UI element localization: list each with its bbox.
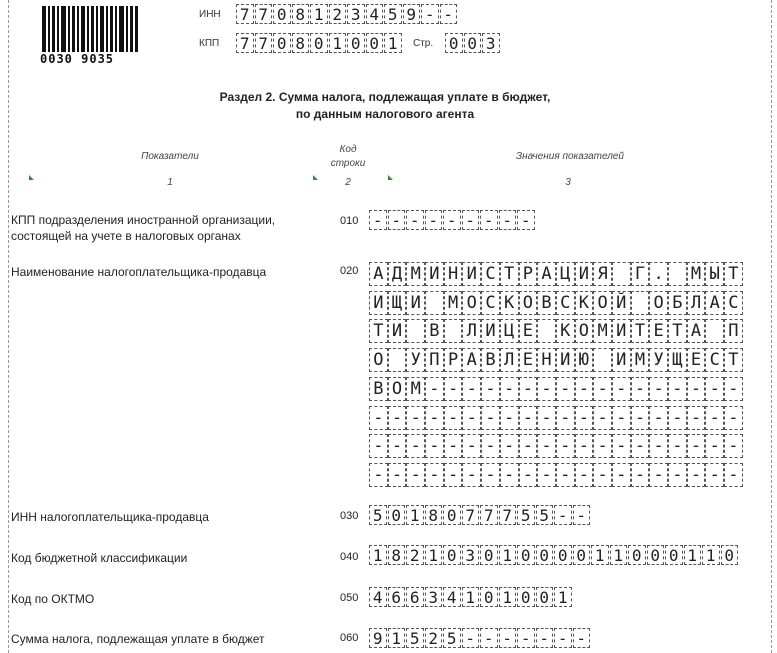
char-cell[interactable]: - bbox=[537, 434, 556, 458]
char-cell[interactable]: О bbox=[462, 291, 481, 315]
char-cell[interactable]: Т bbox=[631, 319, 650, 343]
row-030-value-cells bbox=[369, 505, 591, 525]
row-050-value-cells bbox=[369, 587, 573, 607]
char-cell[interactable]: - bbox=[668, 406, 687, 430]
row-040-code: 040 bbox=[340, 551, 359, 563]
char-cell[interactable]: - bbox=[575, 463, 594, 487]
header-num-2: 2 bbox=[345, 177, 351, 188]
char-cell[interactable]: Н bbox=[444, 262, 463, 286]
char-cell[interactable]: - bbox=[575, 406, 594, 430]
char-cell[interactable]: - bbox=[649, 434, 668, 458]
char-cell[interactable]: 3 bbox=[482, 33, 500, 53]
char-cell[interactable]: 5 bbox=[443, 628, 461, 648]
char-cell[interactable]: 0 bbox=[517, 545, 535, 565]
char-cell[interactable] bbox=[444, 319, 463, 343]
char-cell[interactable]: Р bbox=[519, 262, 538, 286]
char-cell[interactable]: И bbox=[481, 319, 500, 343]
row-020-line bbox=[369, 348, 743, 372]
char-cell[interactable]: Я bbox=[593, 262, 612, 286]
char-cell[interactable] bbox=[388, 348, 407, 372]
char-cell[interactable]: - bbox=[519, 463, 538, 487]
char-cell[interactable]: - bbox=[481, 434, 500, 458]
row-030-label: ИНН налогоплательщика-продавца bbox=[11, 510, 209, 524]
char-cell[interactable]: 1 bbox=[462, 587, 480, 607]
char-cell[interactable]: И bbox=[425, 262, 444, 286]
char-cell[interactable]: И bbox=[406, 291, 425, 315]
char-cell[interactable] bbox=[537, 319, 556, 343]
char-cell[interactable]: С bbox=[481, 262, 500, 286]
char-cell[interactable]: Г bbox=[631, 262, 650, 286]
char-cell[interactable]: - bbox=[575, 377, 594, 401]
char-cell[interactable]: - bbox=[705, 434, 724, 458]
char-cell[interactable]: М bbox=[631, 348, 650, 372]
char-cell[interactable]: 8 bbox=[425, 505, 443, 525]
section-title-line1: Раздел 2. Сумма налога, подлежащая уплате в бюджет, bbox=[219, 90, 551, 104]
char-cell[interactable]: - bbox=[705, 377, 724, 401]
char-cell[interactable]: Ц bbox=[556, 262, 575, 286]
char-cell[interactable]: 0 bbox=[273, 4, 291, 24]
char-cell[interactable]: - bbox=[537, 463, 556, 487]
char-cell[interactable]: С bbox=[705, 348, 724, 372]
char-cell[interactable]: 0 bbox=[310, 33, 328, 53]
char-cell[interactable]: - bbox=[687, 434, 706, 458]
char-cell[interactable]: - bbox=[444, 434, 463, 458]
char-cell[interactable] bbox=[406, 319, 425, 343]
field-marker-icon bbox=[388, 175, 393, 180]
char-cell[interactable]: 4 bbox=[366, 4, 384, 24]
char-cell[interactable]: И bbox=[369, 291, 388, 315]
char-cell[interactable]: - bbox=[480, 628, 498, 648]
char-cell[interactable]: И bbox=[462, 262, 481, 286]
char-cell[interactable]: 3 bbox=[425, 587, 443, 607]
header-indicators: Показатели bbox=[141, 151, 199, 162]
char-cell[interactable]: - bbox=[536, 628, 554, 648]
row-040-value-cells bbox=[369, 545, 739, 565]
row-050-label: Код по ОКТМО bbox=[11, 592, 95, 606]
char-cell[interactable]: В bbox=[369, 377, 388, 401]
char-cell[interactable] bbox=[668, 262, 687, 286]
char-cell[interactable]: - bbox=[724, 377, 743, 401]
char-cell[interactable]: О bbox=[649, 291, 668, 315]
char-cell[interactable]: - bbox=[499, 210, 517, 230]
inn-cells bbox=[236, 4, 458, 24]
char-cell[interactable]: . bbox=[649, 262, 668, 286]
char-cell[interactable]: - bbox=[462, 434, 481, 458]
char-cell[interactable]: - bbox=[406, 434, 425, 458]
char-cell[interactable]: - bbox=[499, 628, 517, 648]
char-cell[interactable]: 0 bbox=[443, 545, 461, 565]
char-cell[interactable]: Ы bbox=[705, 262, 724, 286]
char-cell[interactable]: - bbox=[425, 463, 444, 487]
char-cell[interactable]: - bbox=[705, 463, 724, 487]
char-cell[interactable]: И bbox=[612, 319, 631, 343]
kpp-cells bbox=[236, 33, 403, 53]
char-cell[interactable]: 4 bbox=[369, 587, 387, 607]
char-cell[interactable]: В bbox=[425, 319, 444, 343]
row-010-label-line2: состоящей на учете в налоговых органах bbox=[11, 229, 241, 243]
char-cell[interactable]: - bbox=[500, 463, 519, 487]
char-cell[interactable]: О bbox=[519, 291, 538, 315]
row-010-label bbox=[11, 212, 275, 244]
char-cell[interactable]: У bbox=[649, 348, 668, 372]
char-cell[interactable]: Т bbox=[724, 348, 743, 372]
char-cell[interactable]: - bbox=[573, 505, 591, 525]
char-cell[interactable]: 5 bbox=[536, 505, 554, 525]
inn-label: ИНН bbox=[199, 9, 221, 20]
char-cell[interactable]: 5 bbox=[369, 505, 387, 525]
char-cell[interactable]: И bbox=[388, 319, 407, 343]
char-cell[interactable]: - bbox=[631, 377, 650, 401]
row-010-code: 010 bbox=[340, 215, 359, 227]
char-cell[interactable]: - bbox=[500, 406, 519, 430]
char-cell[interactable]: 8 bbox=[388, 545, 406, 565]
char-cell[interactable]: - bbox=[406, 463, 425, 487]
char-cell[interactable]: 7 bbox=[462, 505, 480, 525]
char-cell[interactable]: И bbox=[575, 262, 594, 286]
char-cell[interactable]: С bbox=[556, 291, 575, 315]
char-cell[interactable]: 2 bbox=[329, 4, 347, 24]
char-cell[interactable]: - bbox=[593, 406, 612, 430]
char-cell[interactable]: С bbox=[481, 291, 500, 315]
char-cell[interactable]: 0 bbox=[554, 545, 572, 565]
char-cell[interactable]: - bbox=[425, 434, 444, 458]
char-cell[interactable]: Л bbox=[500, 348, 519, 372]
char-cell[interactable]: - bbox=[668, 377, 687, 401]
char-cell[interactable]: И bbox=[612, 348, 631, 372]
char-cell[interactable]: Щ bbox=[388, 291, 407, 315]
char-cell[interactable]: Т bbox=[668, 319, 687, 343]
char-cell[interactable]: - bbox=[519, 377, 538, 401]
char-cell[interactable]: П bbox=[724, 319, 743, 343]
char-cell[interactable]: - bbox=[687, 377, 706, 401]
row-020-code: 020 bbox=[340, 265, 359, 277]
char-cell[interactable]: 1 bbox=[702, 545, 720, 565]
char-cell[interactable]: Й bbox=[612, 291, 631, 315]
char-cell[interactable]: - bbox=[573, 628, 591, 648]
row-020-line bbox=[369, 406, 743, 430]
char-cell[interactable]: - bbox=[440, 4, 458, 24]
char-cell[interactable]: 1 bbox=[684, 545, 702, 565]
char-cell[interactable]: 7 bbox=[236, 4, 254, 24]
char-cell[interactable]: - bbox=[500, 434, 519, 458]
char-cell[interactable]: 1 bbox=[406, 505, 424, 525]
char-cell[interactable]: Т bbox=[500, 262, 519, 286]
char-cell[interactable]: 6 bbox=[388, 587, 406, 607]
row-020-line bbox=[369, 434, 743, 458]
char-cell[interactable]: И bbox=[556, 348, 575, 372]
char-cell[interactable]: 0 bbox=[464, 33, 482, 53]
char-cell[interactable]: 0 bbox=[273, 33, 291, 53]
char-cell[interactable]: 1 bbox=[329, 33, 347, 53]
char-cell[interactable]: - bbox=[612, 406, 631, 430]
char-cell[interactable]: - bbox=[462, 377, 481, 401]
row-030-code: 030 bbox=[340, 510, 359, 522]
char-cell[interactable]: М bbox=[593, 319, 612, 343]
char-cell[interactable]: - bbox=[462, 406, 481, 430]
char-cell[interactable]: 0 bbox=[517, 587, 535, 607]
char-cell[interactable]: - bbox=[575, 434, 594, 458]
char-cell[interactable]: - bbox=[631, 406, 650, 430]
char-cell[interactable]: - bbox=[444, 406, 463, 430]
row-020-line bbox=[369, 463, 743, 487]
char-cell[interactable]: - bbox=[406, 210, 424, 230]
char-cell[interactable]: 1 bbox=[310, 4, 328, 24]
char-cell[interactable]: 0 bbox=[366, 33, 384, 53]
char-cell[interactable]: - bbox=[556, 377, 575, 401]
char-cell[interactable]: О bbox=[369, 348, 388, 372]
char-cell[interactable]: 3 bbox=[462, 545, 480, 565]
char-cell[interactable]: - bbox=[649, 377, 668, 401]
char-cell[interactable]: О bbox=[388, 377, 407, 401]
char-cell[interactable]: Р bbox=[444, 348, 463, 372]
row-040-label: Код бюджетной классификации bbox=[11, 551, 188, 565]
char-cell[interactable]: 3 bbox=[347, 4, 365, 24]
char-cell[interactable]: К bbox=[500, 291, 519, 315]
char-cell[interactable]: 0 bbox=[573, 545, 591, 565]
char-cell[interactable]: - bbox=[462, 463, 481, 487]
row-060-code: 060 bbox=[340, 632, 359, 644]
header-values: Значения показателей bbox=[515, 151, 624, 162]
char-cell[interactable]: Е bbox=[519, 348, 538, 372]
row-050-code: 050 bbox=[340, 592, 359, 604]
page-label: Стр. bbox=[413, 38, 434, 49]
char-cell[interactable]: - bbox=[519, 434, 538, 458]
row-060-label: Сумма налога, подлежащая уплате в бюджет bbox=[11, 632, 265, 646]
char-cell[interactable]: - bbox=[369, 434, 388, 458]
char-cell[interactable]: Д bbox=[388, 262, 407, 286]
char-cell[interactable]: Е bbox=[687, 348, 706, 372]
char-cell[interactable]: 0 bbox=[628, 545, 646, 565]
char-cell[interactable]: Л bbox=[462, 319, 481, 343]
char-cell[interactable]: 0 bbox=[347, 33, 365, 53]
char-cell[interactable]: К bbox=[575, 291, 594, 315]
char-cell[interactable]: - bbox=[537, 377, 556, 401]
char-cell[interactable]: 7 bbox=[255, 4, 273, 24]
row-020-line bbox=[369, 377, 743, 401]
char-cell[interactable]: А bbox=[687, 319, 706, 343]
char-cell[interactable]: 0 bbox=[388, 505, 406, 525]
char-cell[interactable]: 8 bbox=[292, 4, 310, 24]
char-cell[interactable]: 2 bbox=[406, 545, 424, 565]
char-cell[interactable]: 1 bbox=[591, 545, 609, 565]
char-cell[interactable]: 0 bbox=[665, 545, 683, 565]
char-cell[interactable]: 9 bbox=[369, 628, 387, 648]
char-cell[interactable]: - bbox=[593, 377, 612, 401]
section-title-line2: по данным налогового агента bbox=[295, 107, 475, 121]
char-cell[interactable]: - bbox=[668, 463, 687, 487]
char-cell[interactable]: Е bbox=[519, 319, 538, 343]
char-cell[interactable]: - bbox=[481, 463, 500, 487]
char-cell[interactable]: 0 bbox=[721, 545, 739, 565]
char-cell[interactable]: - bbox=[593, 463, 612, 487]
char-cell[interactable]: 0 bbox=[647, 545, 665, 565]
char-cell[interactable]: 7 bbox=[499, 505, 517, 525]
char-cell[interactable]: - bbox=[500, 377, 519, 401]
char-cell[interactable]: Л bbox=[687, 291, 706, 315]
char-cell[interactable]: - bbox=[425, 406, 444, 430]
char-cell[interactable]: 7 bbox=[236, 33, 254, 53]
char-cell[interactable]: - bbox=[724, 463, 743, 487]
char-cell[interactable]: 8 bbox=[292, 33, 310, 53]
char-cell[interactable]: - bbox=[462, 628, 480, 648]
char-cell[interactable]: - bbox=[612, 434, 631, 458]
char-cell[interactable]: Т bbox=[369, 319, 388, 343]
char-cell[interactable] bbox=[705, 319, 724, 343]
row-060-value-cells bbox=[369, 628, 591, 648]
char-cell[interactable]: - bbox=[443, 210, 461, 230]
row-010-label-line1: КПП подразделения иностранной организации, bbox=[11, 213, 276, 227]
char-cell[interactable]: О bbox=[593, 291, 612, 315]
char-cell[interactable]: - bbox=[556, 406, 575, 430]
char-cell[interactable]: - bbox=[724, 406, 743, 430]
char-cell[interactable]: А bbox=[462, 348, 481, 372]
char-cell[interactable]: - bbox=[517, 628, 535, 648]
char-cell[interactable]: 9 bbox=[403, 4, 421, 24]
char-cell[interactable] bbox=[612, 262, 631, 286]
char-cell[interactable]: П bbox=[425, 348, 444, 372]
char-cell[interactable]: - bbox=[519, 406, 538, 430]
char-cell[interactable]: 5 bbox=[384, 4, 402, 24]
field-marker-icon bbox=[29, 175, 34, 180]
barcode-number: 0030 9035 bbox=[40, 52, 140, 66]
char-cell[interactable]: А bbox=[705, 291, 724, 315]
header-num-1: 1 bbox=[167, 177, 173, 188]
char-cell[interactable]: - bbox=[444, 463, 463, 487]
char-cell[interactable]: 0 bbox=[536, 587, 554, 607]
char-cell[interactable]: Ц bbox=[500, 319, 519, 343]
char-cell[interactable]: О bbox=[575, 319, 594, 343]
page-border-left bbox=[8, 0, 9, 653]
char-cell[interactable]: - bbox=[631, 463, 650, 487]
char-cell[interactable]: 7 bbox=[480, 505, 498, 525]
char-cell[interactable]: 0 bbox=[536, 545, 554, 565]
char-cell[interactable]: Щ bbox=[668, 348, 687, 372]
char-cell[interactable]: - bbox=[612, 463, 631, 487]
char-cell[interactable]: Б bbox=[668, 291, 687, 315]
char-cell[interactable]: - bbox=[481, 377, 500, 401]
char-cell[interactable] bbox=[425, 291, 444, 315]
char-cell[interactable]: Н bbox=[537, 348, 556, 372]
char-cell[interactable]: Е bbox=[649, 319, 668, 343]
char-cell[interactable]: - bbox=[556, 434, 575, 458]
row-010-value-cells bbox=[369, 210, 536, 230]
char-cell[interactable]: А bbox=[369, 262, 388, 286]
char-cell[interactable]: - bbox=[687, 463, 706, 487]
char-cell[interactable]: 1 bbox=[388, 628, 406, 648]
char-cell[interactable]: 2 bbox=[425, 628, 443, 648]
char-cell[interactable]: 5 bbox=[517, 505, 535, 525]
char-cell[interactable] bbox=[631, 291, 650, 315]
char-cell[interactable]: Ю bbox=[575, 348, 594, 372]
page-number-cells bbox=[445, 33, 501, 53]
char-cell[interactable]: С bbox=[724, 291, 743, 315]
char-cell[interactable]: - bbox=[517, 210, 535, 230]
char-cell[interactable]: Т bbox=[724, 262, 743, 286]
header-num-3: 3 bbox=[565, 177, 571, 188]
char-cell[interactable]: 1 bbox=[610, 545, 628, 565]
char-cell[interactable]: - bbox=[724, 434, 743, 458]
char-cell[interactable]: 0 bbox=[480, 587, 498, 607]
char-cell[interactable]: - bbox=[388, 434, 407, 458]
char-cell[interactable]: - bbox=[462, 210, 480, 230]
char-cell[interactable]: - bbox=[388, 406, 407, 430]
char-cell[interactable]: - bbox=[425, 210, 443, 230]
char-cell[interactable]: - bbox=[444, 377, 463, 401]
char-cell[interactable]: - bbox=[388, 463, 407, 487]
char-cell[interactable]: 1 bbox=[384, 33, 402, 53]
kpp-label: КПП bbox=[199, 38, 220, 49]
char-cell[interactable]: 7 bbox=[255, 33, 273, 53]
char-cell[interactable]: 0 bbox=[480, 545, 498, 565]
char-cell[interactable]: - bbox=[481, 406, 500, 430]
char-cell[interactable]: - bbox=[480, 210, 498, 230]
char-cell[interactable]: В bbox=[537, 291, 556, 315]
char-cell[interactable]: У bbox=[406, 348, 425, 372]
char-cell[interactable]: 4 bbox=[443, 587, 461, 607]
row-020-line bbox=[369, 291, 743, 315]
char-cell[interactable]: - bbox=[631, 434, 650, 458]
char-cell[interactable]: - bbox=[593, 434, 612, 458]
char-cell[interactable]: - bbox=[554, 628, 572, 648]
char-cell[interactable]: - bbox=[612, 377, 631, 401]
char-cell[interactable]: 0 bbox=[445, 33, 463, 53]
row-020-line bbox=[369, 319, 743, 343]
char-cell[interactable]: 5 bbox=[406, 628, 424, 648]
char-cell[interactable]: - bbox=[537, 406, 556, 430]
char-cell[interactable]: - bbox=[369, 463, 388, 487]
page-border-right bbox=[771, 0, 772, 653]
char-cell[interactable]: 0 bbox=[443, 505, 461, 525]
char-cell[interactable]: - bbox=[388, 210, 406, 230]
char-cell[interactable]: 6 bbox=[406, 587, 424, 607]
char-cell[interactable]: 1 bbox=[369, 545, 387, 565]
section-title bbox=[150, 89, 620, 123]
char-cell[interactable]: А bbox=[537, 262, 556, 286]
char-cell[interactable]: М bbox=[406, 377, 425, 401]
row-020-line bbox=[369, 262, 743, 286]
char-cell[interactable]: - bbox=[406, 406, 425, 430]
char-cell[interactable]: - bbox=[369, 210, 387, 230]
char-cell[interactable]: - bbox=[687, 406, 706, 430]
char-cell[interactable]: - bbox=[425, 377, 444, 401]
char-cell[interactable]: - bbox=[369, 406, 388, 430]
char-cell[interactable] bbox=[593, 348, 612, 372]
char-cell[interactable]: К bbox=[556, 319, 575, 343]
char-cell[interactable]: 1 bbox=[499, 587, 517, 607]
field-marker-icon bbox=[313, 175, 318, 180]
char-cell[interactable]: М bbox=[687, 262, 706, 286]
header-code-line1: Код bbox=[339, 144, 357, 155]
char-cell[interactable]: - bbox=[668, 434, 687, 458]
char-cell[interactable]: 1 bbox=[554, 587, 572, 607]
char-cell[interactable]: - bbox=[649, 406, 668, 430]
char-cell[interactable]: М bbox=[444, 291, 463, 315]
char-cell[interactable]: 1 bbox=[425, 545, 443, 565]
header-code-line2: строки bbox=[330, 158, 366, 169]
char-cell[interactable]: - bbox=[421, 4, 439, 24]
char-cell[interactable]: М bbox=[406, 262, 425, 286]
char-cell[interactable]: - bbox=[649, 463, 668, 487]
char-cell[interactable]: 1 bbox=[499, 545, 517, 565]
char-cell[interactable]: - bbox=[554, 505, 572, 525]
char-cell[interactable]: - bbox=[556, 463, 575, 487]
char-cell[interactable]: - bbox=[705, 406, 724, 430]
char-cell[interactable]: В bbox=[481, 348, 500, 372]
row-020-label: Наименование налогоплательщика-продавца bbox=[11, 265, 267, 279]
